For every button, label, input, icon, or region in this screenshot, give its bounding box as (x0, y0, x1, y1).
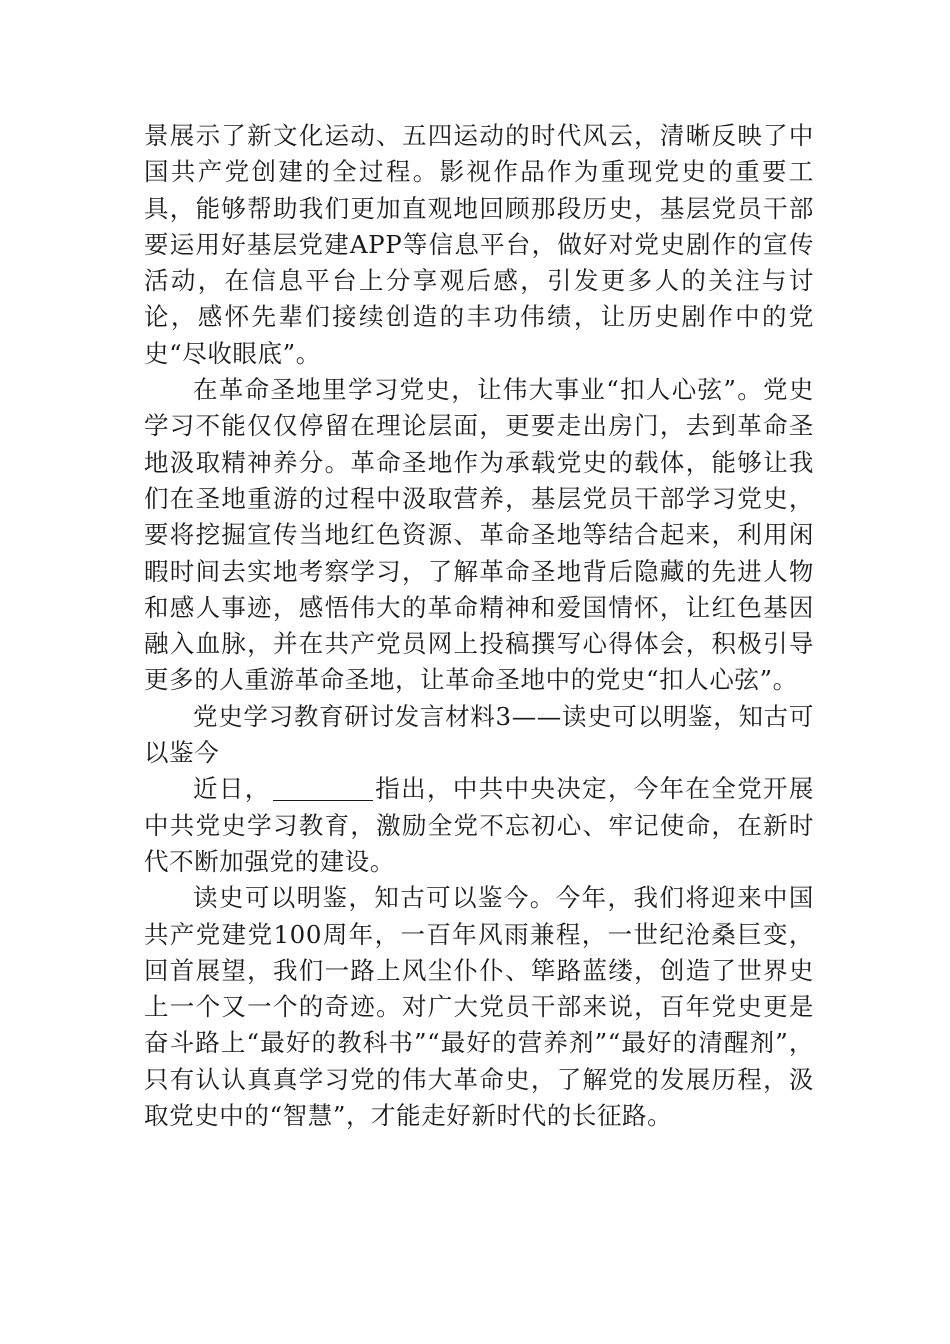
paragraph-4-start: 近日， (193, 774, 271, 804)
blank-underline (273, 776, 373, 802)
document-body (144, 118, 814, 1134)
paragraph-1: 景展示了新文化运动、五四运动的时代风云，清晰反映了中国共产党创建的全过程。影视作品作为重现党史的重要工具，能够帮助我们更加直观地回顾那段历史，基层党员干部要运用好基层党建APP等信息平台，做好对党史剧作的宣传活动，在信息平台上分享观后感，引发更多人的关注与讨论，感怀先辈们接续创造的丰功伟绩，让历史剧作中的党史“尽收眼底”。 (144, 121, 814, 368)
paragraph-4-end: 指出，中共中央决定，今年在全党开展中共党史学习教育，激励全党不忘初心、牢记使命，在新时代不断加强党的建设。 (144, 774, 814, 876)
paragraph-3-heading: 党史学习教育研讨发言材料3——读史可以明鉴，知古可以鉴今 (144, 701, 814, 768)
paragraph-5: 读史可以明鉴，知古可以鉴今。今年，我们将迎来中国共产党建党100周年，一百年风雨兼程，一世纪沧桑巨变，回首展望，我们一路上风尘仆仆、筚路蓝缕，创造了世界史上一个又一个的奇迹。对广大党员干部来说，百年党史更是奋斗路上“最好的教科书”“最好的营养剂”“最好的清醒剂”，只有认认真真学习党的伟大革命史，了解党的发展历程，汲取党史中的“智慧”，才能走好新时代的长征路。 (144, 883, 814, 1131)
paragraph-2: 在革命圣地里学习党史，让伟大事业“扣人心弦”。党史学习不能仅仅停留在理论层面，更要走出房门，去到革命圣地汲取精神养分。革命圣地作为承载党史的载体，能够让我们在圣地重游的过程中汲取营养，基层党员干部学习党史，要将挖掘宣传当地红色资源、革命圣地等结合起来，利用闲暇时间去实地考察学习，了解革命圣地背后隐藏的先进人物和感人事迹，感悟伟大的革命精神和爱国情怀，让红色基因融入血脉，并在共产党员网上投稿撰写心得体会，积极引导更多的人重游革命圣地，让革命圣地中的党史“扣人心弦”。 (144, 375, 814, 695)
paragraph-4 (144, 771, 814, 880)
